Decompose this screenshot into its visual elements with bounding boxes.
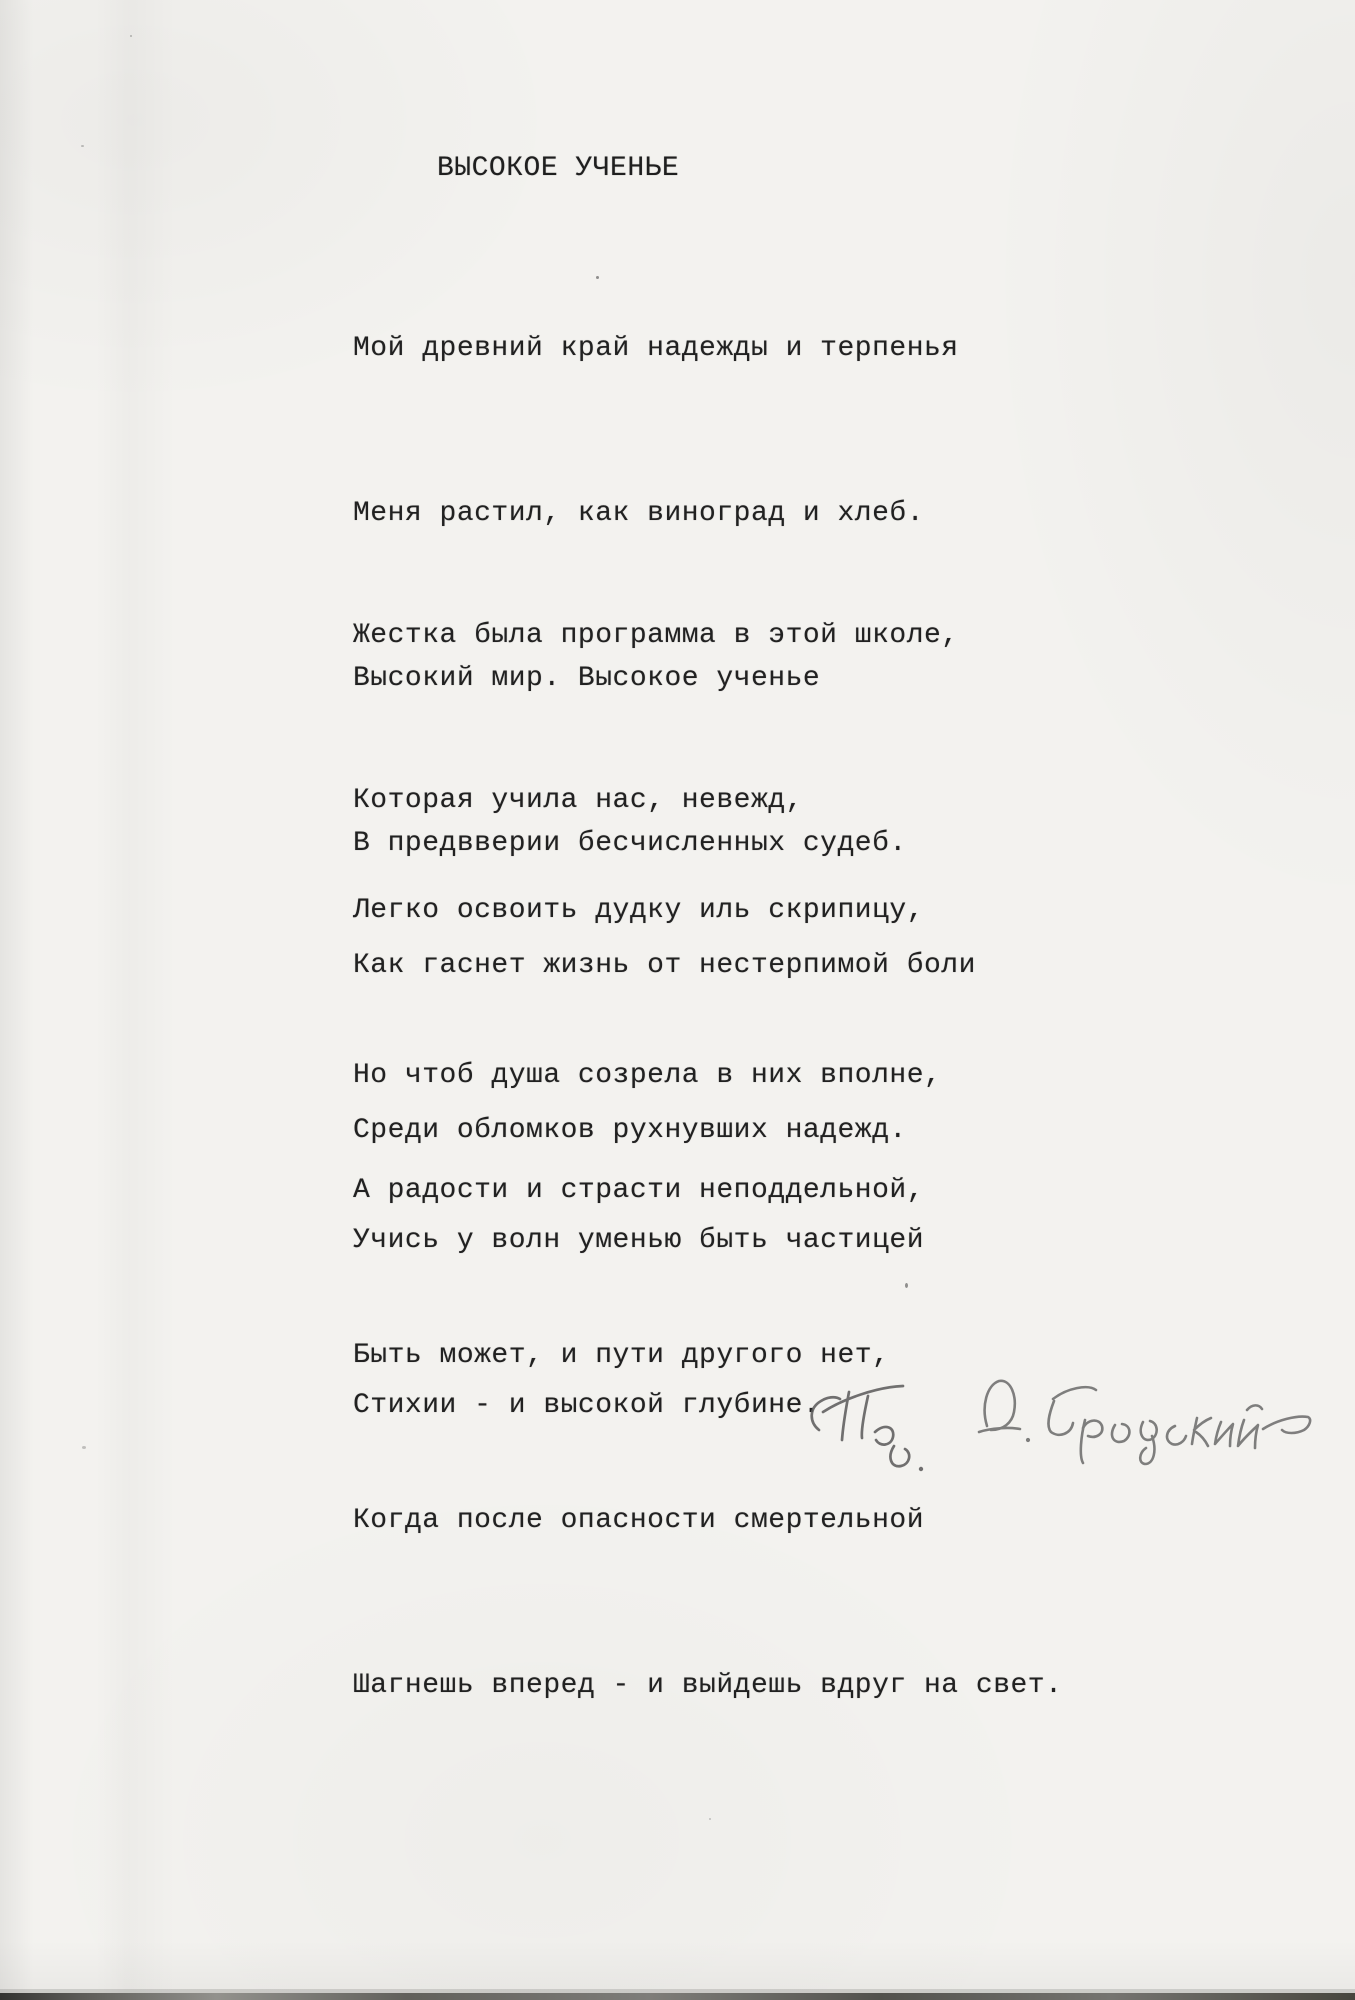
paper-speck — [82, 1446, 86, 1449]
poem-line: Среди обломков рухнувших надежд. — [353, 1115, 907, 1146]
poem-title: ВЫСОКОЕ УЧЕНЬЕ — [437, 153, 680, 184]
paper-speck — [596, 276, 599, 279]
signature-name-strokes — [979, 1381, 1310, 1464]
signature-prefix-strokes — [812, 1386, 923, 1471]
poem-line: В предвверии бесчисленных судеб. — [353, 828, 907, 859]
paper-speck — [709, 1818, 711, 1820]
poem-line: А радости и страсти неподдельной, — [353, 1175, 924, 1206]
poem-line: Шагнешь вперед - и выйдешь вдруг на свет. — [353, 1670, 1063, 1701]
paper-speck — [905, 1283, 908, 1288]
poem-line: Но чтоб душа созрела в них вполне, — [353, 1060, 942, 1091]
poem-line: Когда после опасности смертельной — [353, 1505, 924, 1536]
poem-line: Высокий мир. Высокое ученье — [353, 663, 821, 694]
paper-speck — [81, 145, 84, 147]
poem-line: Меня растил, как виноград и хлеб. — [353, 498, 924, 529]
paper-speck — [130, 35, 132, 37]
poem-line: Быть может, и пути другого нет, — [353, 1340, 890, 1371]
poem-line: Которая учила нас, невежд, — [353, 785, 803, 816]
poem-line: Жестка была программа в этой школе, — [353, 620, 959, 651]
poem-line: Как гаснет жизнь от нестерпимой боли — [353, 950, 976, 981]
poem-line: Стихии - и высокой глубине. — [353, 1390, 821, 1421]
poem-line: Легко освоить дудку иль скрипицу, — [353, 895, 924, 926]
poem-line: Мой древний край надежды и терпенья — [353, 333, 959, 364]
poem-line: Учись у волн уменью быть частицей — [353, 1225, 924, 1256]
scan-bottom-edge — [0, 1993, 1355, 2000]
handwritten-signature — [795, 1368, 1335, 1488]
